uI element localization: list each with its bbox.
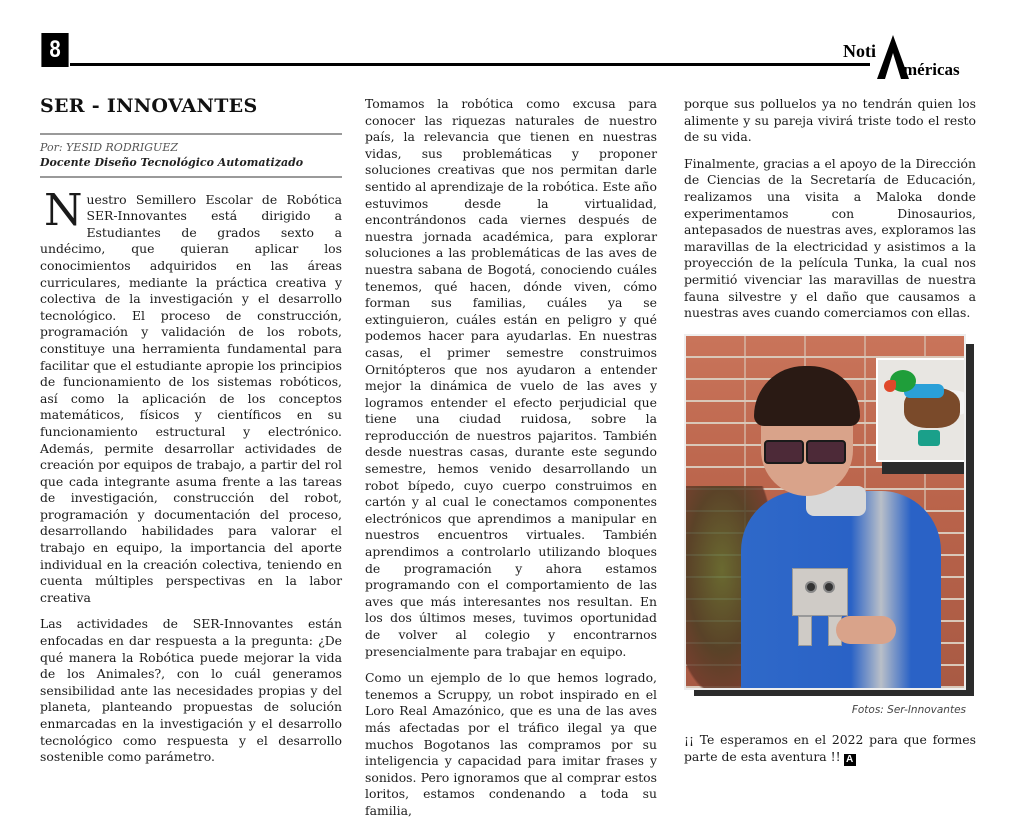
column-2	[365, 96, 657, 819]
author-name: Por: YESID RODRIGUEZ	[40, 140, 179, 154]
parrot-robot-inset-photo	[876, 358, 966, 462]
paragraph: Como un ejemplo de lo que hemos logrado, tenemos a Scruppy, un robot inspirado en el Loro Real Amazónico, que es una de las aves más afectadas por el tráfico ilegal ya que muchos Bogotanos las compramos por su inteligencia y capacidad para imitar frases y sonidos. Pero ignoramos que al comprar estos loritos, estamos condenando a toda su familia,	[365, 670, 657, 818]
robot-leg	[798, 616, 812, 646]
header-rule	[70, 63, 870, 66]
hand	[836, 616, 896, 644]
noti-americas-logo	[843, 33, 983, 83]
cardboard-robot	[792, 568, 848, 616]
robot-eye	[823, 581, 835, 593]
robot-eye	[805, 581, 817, 593]
author-role: Docente Diseño Tecnológico Automatizado	[40, 155, 304, 169]
page-number: 8	[41, 33, 68, 67]
logo-text-americas: méricas	[903, 60, 960, 79]
paragraph	[40, 184, 342, 607]
paragraph: Finalmente, gracias a el apoyo de la Dirección de Ciencias de la Secretaría de Educación, realizamos una visita a Maloka donde experimentamos con Dinosaurios, antepasados de nuestras aves, exploramos las maravillas de la electricidad y asistimos a la proyección de la película Tunka, la cual nos permitió vivenciar las maravillas de nuestra fauna silvestre y el daño que causamos a nuestras aves cuando comerciamos con ellas.	[684, 155, 976, 321]
closing-paragraph	[684, 732, 976, 766]
column-1	[40, 96, 342, 776]
byline	[40, 133, 342, 178]
paragraph-text: uestro Semillero Escolar de Robótica SER-Innovantes está dirigido a Estudiantes de grados sexto a undécimo, que quieran aplicar los conocimientos adquiridos en las áreas curriculares, mediante la práctica creativa y colectiva de la investigación y el desarrollo tecnológico. El proceso de construcción, programación y validación de los robots, constituye una herramienta fundamental para facilitar que el estudiante apropie los principios de funcionamiento de los sistemas robóticos, así como la aplicación de los conceptos matemáticos, físicos y científicos en su funcionamiento estructural y electrónico. Además, permite desarrollar actividades de creación por equipos de trabajo, a partir del rol que cada integrante asuma frente a las tareas de investigación, construcción del robot, programación y documentación del proceso, desarrollando habilidades para valorar el trabajo en equipo, la importancia del aporte individual en la creación colectiva, teniendo en cuenta múltiples perspectivas en la labor creativa	[40, 191, 342, 605]
parrot-base	[918, 430, 940, 446]
drop-cap: N	[44, 184, 83, 236]
student-with-robot-photo	[684, 334, 966, 690]
logo-text-noti: Noti	[843, 41, 876, 61]
photo-caption: Fotos: Ser-Innovantes	[851, 704, 966, 716]
parrot-beak	[884, 380, 896, 392]
column-3	[684, 96, 976, 332]
article-photo	[684, 334, 974, 696]
paragraph: porque sus polluelos ya no tendrán quien los alimente y su pareja vivirá triste todo el resto de su vida.	[684, 96, 976, 145]
end-mark-icon: A	[844, 754, 856, 766]
article-title: SER - INNOVANTES	[40, 95, 258, 117]
closing-text: ¡¡ Te esperamos en el 2022 para que formes parte de esta aventura !!	[684, 732, 976, 764]
paragraph: Las actividades de SER-Innovantes están enfocadas en dar respuesta a la pregunta: ¿De qué manera la Robótica puede mejorar la vida de los Animales?, con lo cuál generamos sensibilidad ante las necesidades propias y del planeta, planteando propuestas de solución enmarcadas en la investigación y el desarrollo tecnológico como respuesta y el desarrollo sostenible como parámetro.	[40, 616, 342, 765]
paragraph: Tomamos la robótica como excusa para conocer las riquezas naturales de nuestro país, la relevancia que tienen en nuestras vidas, sus problemáticas y proponer soluciones creativas que nos permitan darle sentido al aprendizaje de la robótica. Este año estuvimos desde la virtualidad, encontrándonos cada viernes después de nuestra jornada académica, para explorar soluciones a las problemáticas de las aves de nuestra sabana de Bogotá, conociendo cuáles tenemos, qué hacen, dónde viven, cómo forman sus familias, cuáles ya se extinguieron, cuáles están en peligro y qué podemos hacer para ayudarlas. En nuestras casas, el primer semestre construimos Ornitópteros que nos ayudaron a entender mejor la dinámica de vuelo de las aves y logramos entender el efecto perjudicial que tiene una ciudad ruidosa, sobre la reproducción de nuestros pajaritos. También desde nuestras casas, durante este segundo semestre, hemos venido desarrollando un robot bípedo, cuyo cuerpo construimos en cartón y al cual le conectamos componentes electrónicos que aprendimos a manipular en nuestros encuentros virtuales. También aprendimos a controlarlo utilizando bloques de programación y ahora estamos programando con el comportamiento de las aves que más interesantes nos resultan. En los dos últimos meses, tuvimos oportunidad de volver al colegio y encontrarnos presencialmente para trabajar en equipo.	[365, 96, 657, 659]
sunglasses	[764, 440, 846, 464]
